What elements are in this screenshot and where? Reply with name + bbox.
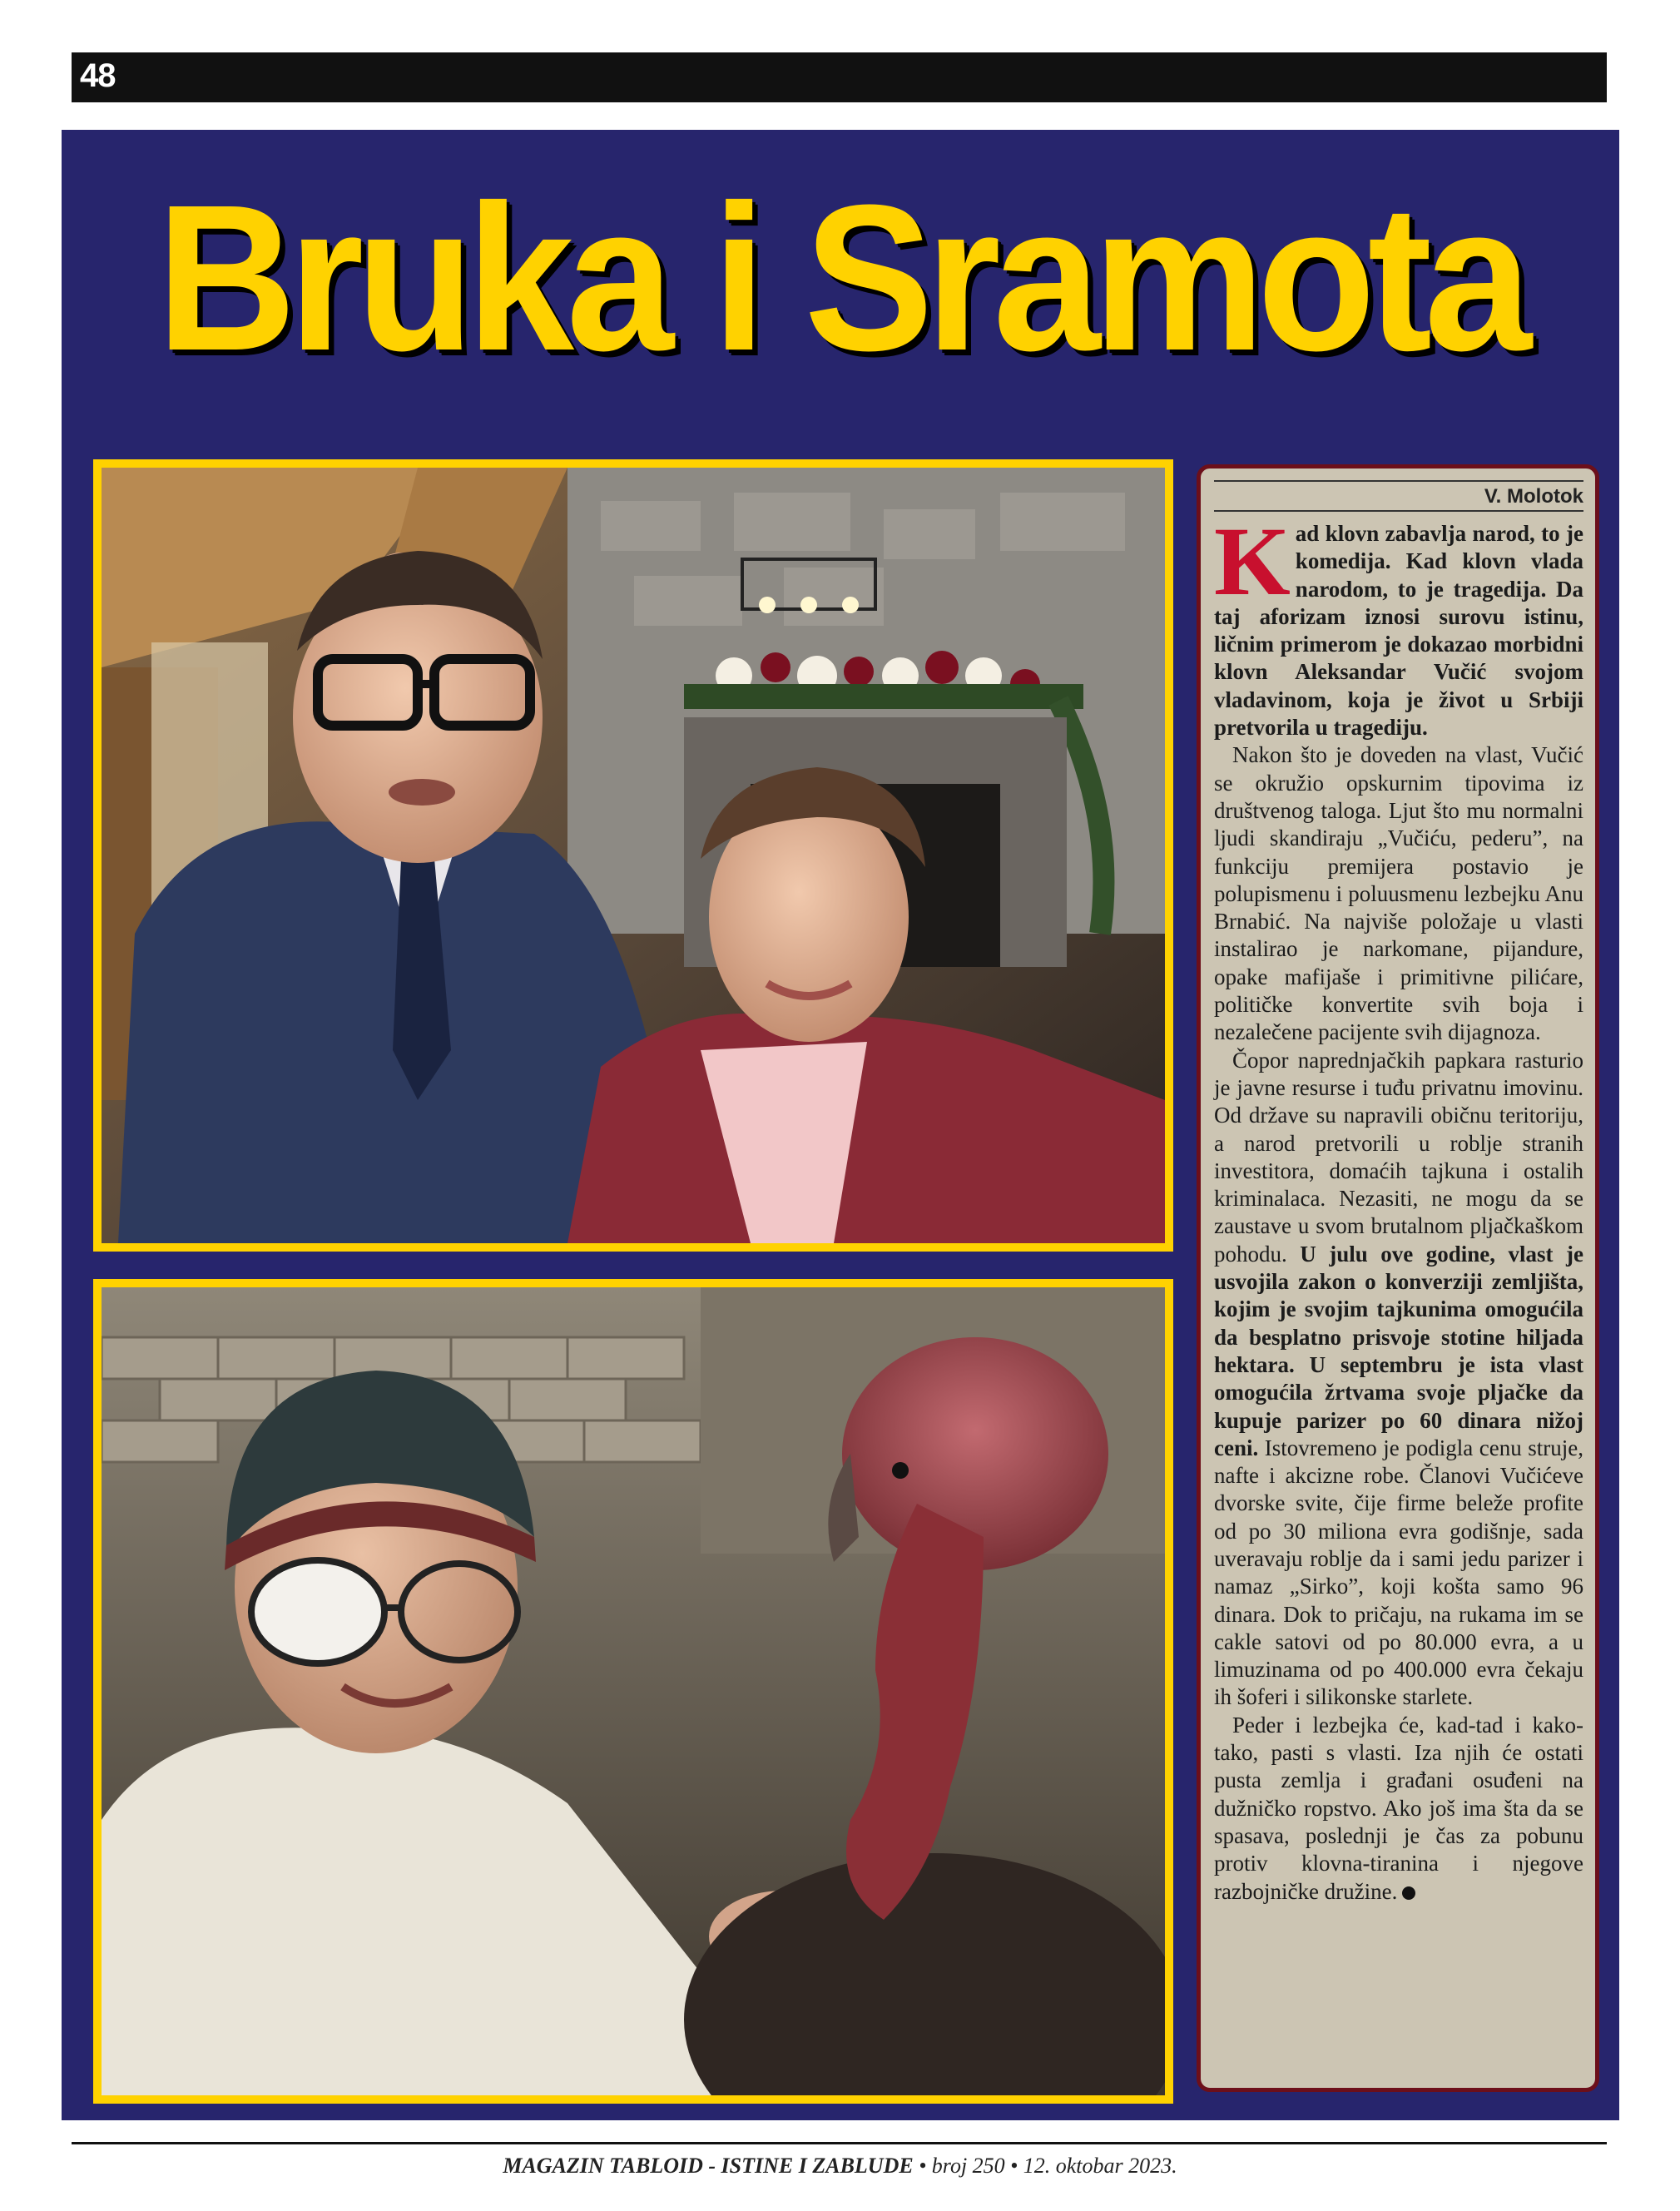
paragraph-3-end: Istovremeno je podigla cenu struje, nafte i akcizne robe. Članovi Vučićeve dvorske svite, čije firme beleže profite od po 30 miliona evra godišnje, sada uveravaju roblje da i sami jedu parizer i namaz „Sirko”, koji košta samo 96 dinara. Dok to pričaju, na rukama im se cakle satovi od po 80.000 evra, a u limuzinama od po 400.000 evra čekaju ih šoferi i silikonske starlete. <box>1214 1435 1584 1710</box>
footer-issue: • broj 250 • 12. oktobar 2023. <box>919 2154 1177 2178</box>
page-number: 48 <box>80 57 116 94</box>
article-paragraph-2: Nakon što je doveden na vlast, Vučić se okružio opskurnim tipovima iz društvenog taloga. Ljut što mu normalni ljudi skandiraju „Vučiću, pederu”, na funkciju premijera postavio je polupismenu i poluusmenu lezbejku Anu Brnabić. Na najviše položaje u vlasti instalirao je narkomane, pijandure, opake mafijaše i primitivne pilićare, političke konvertite svih boja i nezalečene pacijente svih dijagnoza. <box>1214 742 1583 1045</box>
article-paragraph-4 <box>1214 1712 1583 1906</box>
boy-turkey-photo-illustration <box>102 1287 1165 2095</box>
byline: V. Molotok <box>1214 480 1583 512</box>
footer-rule <box>72 2142 1607 2144</box>
photo-boy-with-turkey <box>93 1279 1173 2104</box>
selfie-photo-illustration <box>102 468 1165 1243</box>
photo-selfie <box>93 459 1173 1252</box>
paragraph-4-text: Peder i lezbejka će, kad-tad i kako-tako, pasti s vlasti. Iza njih će ostati pusta zemlja i građani osuđeni na dužničko ropstvo. Ako još ima šta da se spasava, poslednji je čas za pobunu protiv klovna-tiranina i njegove razbojničke družine. <box>1214 1712 1583 1904</box>
article-paragraph-lead <box>1214 507 1583 741</box>
article-paragraph-3 <box>1214 1047 1583 1712</box>
article-box <box>1197 464 1599 2092</box>
feature-panel <box>62 130 1619 2120</box>
paragraph-3-bold: U julu ove godine, vlast je usvojila zakon o konverziji zemljišta, kojim je svojim tajkunima omogućila da besplatno prisvoje stotine hiljada hektara. U septembru je ista vlast omogućila žrtvama svoje pljačke da kupuje parizer po 60 dinara nižoj ceni. <box>1214 1241 1583 1460</box>
headline: Bruka i Sramota <box>156 161 1524 394</box>
end-mark-icon <box>1402 1886 1415 1900</box>
article-body <box>1214 507 1584 1906</box>
footer <box>0 2154 1680 2179</box>
top-bar <box>72 52 1607 102</box>
lead-text: ad klovn zabavlja narod, to je komedija. Kad klovn vlada narodom, to je tragedija. Da taj aforizam iznosi surovu istinu, ličnim primerom je dokazao morbidni klovn Aleksandar Vučić svojom vladavinom, koja je život u Srbiji pretvorila u tragediju. <box>1214 521 1583 741</box>
drop-cap: K <box>1214 507 1291 616</box>
footer-magazine: MAGAZIN TABLOID - ISTINE I ZABLUDE <box>503 2154 914 2178</box>
paragraph-3-start: Čopor naprednjačkih papkara rasturio je javne resurse i tuđu privatnu imovinu. Od države su napravili običnu teritoriju, a narod pretvorili u roblje stranih investitora, domaćih tajkuna i ostalih kriminalaca. Nezasiti, ne mogu da se zaustave u svom brutalnom pljačkaškom pohodu. <box>1214 1047 1583 1267</box>
